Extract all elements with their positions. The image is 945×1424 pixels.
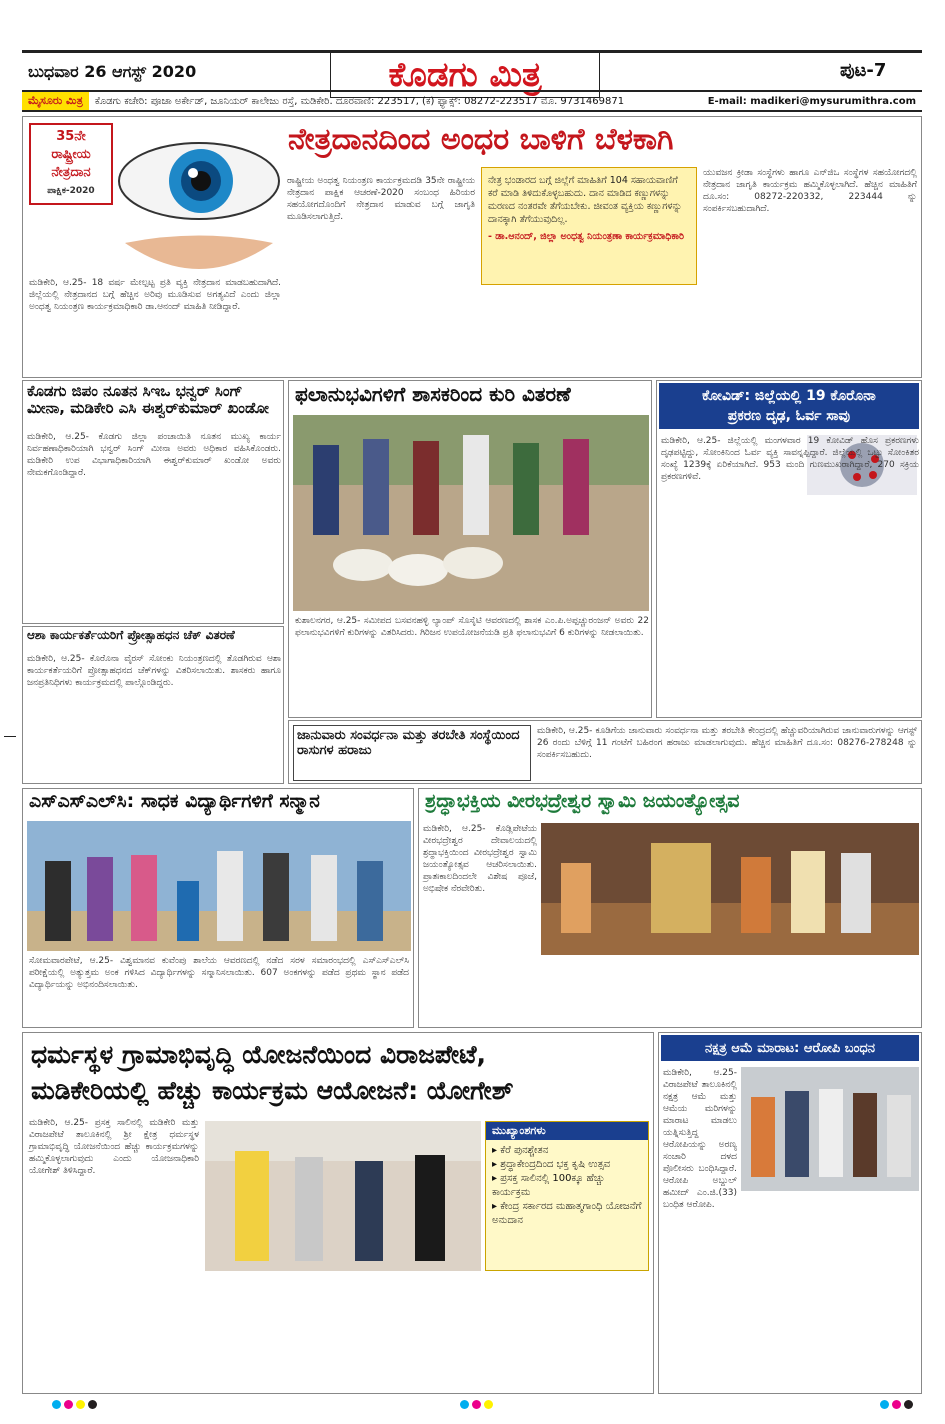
jayanti-story: [418, 788, 922, 1028]
jayanti-body: ಮಡಿಕೇರಿ, ಆ.25- ಕೊಡ್ಲಿಪೇಟೆಯ ವೀರಭದ್ರೇಶ್ವರ ದೇವಾಲಯದಲ್ಲಿ ಶ್ರದ್ಧಾಭಕ್ತಿಯಿಂದ ವೀರಭದ್ರೇಶ್ವರ ಸ್ವಾಮಿ ಜಯಂತ್ಯೋತ್ಸವ ಆಚರಿಸಲಾಯಿತು. ಪ್ರಾತಃಕಾಲದಿಂದಲೇ ವಿಶೇಷ ಪೂಜೆ, ಅಭಿಷೇಕ ನೆರವೇರಿತು.: [423, 824, 537, 894]
masthead: ಕೊಡಗು ಮಿತ್ರ: [330, 52, 600, 98]
highlights-box: [485, 1121, 649, 1271]
color-swatch-cyan: [460, 1400, 469, 1409]
color-swatch-cyan: [52, 1400, 61, 1409]
eye-headline: ನೇತ್ರದಾನದಿಂದ ಅಂಧರ ಬಾಳಿಗೆ ಬೆಳಕಾಗಿ: [288, 122, 674, 157]
asha-headline: ಆಶಾ ಕಾರ್ಯಕರ್ತೆಯರಿಗೆ ಪ್ರೋತ್ಸಾಹಧನ ಚೆಕ್ ವಿತರಣೆ: [27, 628, 235, 642]
office-address: ಕೊಡಗು ಕಚೇರಿ: ಪೂಜಾ ಅರ್ಕೇಡ್, ಜೂನಿಯರ್ ಕಾಲೇಜು ರಸ್ತೆ, ಮಡಿಕೇರಿ. ದೂರವಾಣಿ: 223517, (ಕ) ಫ್ಯಾಕ್ಸ್: 08272-223517 ಮೊ. 9731469871: [94, 95, 625, 107]
highlight-item: ▸ ಕೆರೆ ಪುನಶ್ಚೇತನ: [492, 1145, 549, 1156]
color-swatch-yellow: [76, 1400, 85, 1409]
sslc-story: [22, 788, 414, 1028]
livestock-auction-story: [288, 720, 922, 784]
jayanti-headline: ಶ್ರದ್ಧಾಭಕ್ತಿಯ ವೀರಭದ್ರೇಶ್ವರ ಸ್ವಾಮಿ ಜಯಂತ್ಯೋತ್ಸವ: [425, 790, 740, 812]
eye-illustration: [115, 123, 283, 273]
covid-body: ಮಡಿಕೇರಿ, ಆ.25- ಜಿಲ್ಲೆಯಲ್ಲಿ ಮಂಗಳವಾರ 19 ಕೋವಿಡ್ ಹೊಸ ಪ್ರಕರಣಗಳು ದೃಢಪಟ್ಟಿದ್ದು, ಸೋಂಕಿನಿಂದ ಓರ್ವ ವ್ಯಕ್ತಿ ಸಾವನ್ನಪ್ಪಿದ್ದಾರೆ. ಜಿಲ್ಲೆಯಲ್ಲಿ ಒಟ್ಟು ಸೋಂಕಿತರ ಸಂಖ್ಯೆ 1239ಕ್ಕೆ ಏರಿಕೆಯಾಗಿದೆ. 953 ಮಂದಿ ಗುಣಮುಖರಾಗಿದ್ದಾರೆ, 270 ಸಕ್ರಿಯ ಪ್ರಕರಣಗಳಿವೆ.: [661, 436, 919, 482]
tortoise-photo: [741, 1067, 919, 1191]
office-info-bar: [22, 90, 922, 112]
badge-line-2: ರಾಷ್ಟ್ರೀಯ: [51, 147, 91, 162]
badge-line-1: 35ನೇ: [56, 129, 86, 144]
sslc-headline: ಎಸ್‌ಎಸ್‌ಎಲ್‌ಸಿ: ಸಾಧಕ ವಿದ್ಯಾರ್ಥಿಗಳಿಗೆ ಸನ್ಮಾನ: [29, 790, 320, 812]
covid-headline-line-2: ಪ್ರಕರಣ ದೃಢ, ಓರ್ವ ಸಾವು: [727, 408, 851, 424]
sheep-body: ಕುಶಾಲನಗರ, ಆ.25- ಸಮೀಪದ ಬಸವನಹಳ್ಳಿ ಲ್ಯಾಂಪ್ ಸೊಸೈಟಿ ಆವರಣದಲ್ಲಿ ಶಾಸಕ ಎಂ.ಪಿ.ಅಪ್ಪಚ್ಚುರಂಜನ್ ಅವರು 22 ಫಲಾನುಭವಿಗಳಿಗೆ ಕುರಿಗಳನ್ನು ವಿತರಿಸಿದರು. ಗಿರಿಜನ ಉಪಯೋಜನೆಯಡಿ ಪ್ರತಿ ಫಲಾನುಭವಿಗೆ 6 ಕುರಿಗಳನ್ನು ನೀಡಲಾಯಿತು.: [295, 616, 649, 638]
highlight-item: ▸ ಕೇಂದ್ರ ಸರ್ಕಾರದ ಮಹಾತ್ಮಗಾಂಧಿ ಯೋಜನೆಗೆ ಅನುದಾನ: [492, 1201, 642, 1226]
issue-date: ಬುಧವಾರ 26 ಆಗಸ್ಟ್ 2020: [28, 62, 197, 81]
color-swatch-black: [904, 1400, 913, 1409]
dharmasthala-headline-line-1: ಧರ್ಮಸ್ಥಳ ಗ್ರಾಮಾಭಿವೃದ್ಧಿ ಯೋಜನೆಯಿಂದ ವಿರಾಜಪೇಟೆ,: [31, 1040, 487, 1069]
covid-headline: [659, 383, 919, 429]
sslc-photo: [27, 821, 411, 951]
eye-body-mid: ರಾಷ್ಟ್ರೀಯ ಅಂಧತ್ವ ನಿಯಂತ್ರಣ ಕಾರ್ಯಕ್ರಮದಡಿ 35ನೇ ರಾಷ್ಟ್ರೀಯ ನೇತ್ರದಾನ ಪಾಕ್ಷಿಕ ಆಚರಣೆ-2020 ಸಂಬಂಧ ಹಿರಿಯರ ಸಹಯೋಗದೊಂದಿಗೆ ನೇತ್ರದಾನ ಮಾಡುವ ಬಗ್ಗೆ ಜಾಗೃತಿ ಮೂಡಿಸಲಾಗುತ್ತಿದೆ.: [287, 176, 475, 222]
asha-story: [22, 626, 284, 784]
color-swatch-yellow: [484, 1400, 493, 1409]
covid-story: [656, 380, 922, 718]
eye-badge: [29, 123, 113, 205]
ceo-body: ಮಡಿಕೇರಿ, ಆ.25- ಕೊಡಗು ಜಿಲ್ಲಾ ಪಂಚಾಯಿತಿ ನೂತನ ಮುಖ್ಯ ಕಾರ್ಯ ನಿರ್ವಹಣಾಧಿಕಾರಿಯಾಗಿ ಭನ್ವರ್ ಸಿಂಗ್ ಮೀನಾ ಅವರು ಅಧಿಕಾರ ವಹಿಸಿಕೊಂಡರು. ಮಡಿಕೇರಿ ಉಪ ವಿಭಾಗಾಧಿಕಾರಿಯಾಗಿ ಈಶ್ವರ್‌ಕುಮಾರ್ ಖಂಡೋ ಅವರು ನೇಮಕಗೊಂಡಿದ್ದಾರೆ.: [27, 432, 281, 478]
color-swatch-cyan: [880, 1400, 889, 1409]
dharmasthala-photo: [205, 1121, 481, 1271]
tortoise-headline: ನಕ್ಷತ್ರ ಆಮೆ ಮಾರಾಟ: ಆರೋಪಿ ಬಂಧನ: [661, 1035, 919, 1061]
sheep-photo: [293, 415, 649, 611]
sheep-headline: ಫಲಾನುಭವಿಗಳಿಗೆ ಶಾಸಕರಿಂದ ಕುರಿ ವಿತರಣೆ: [295, 382, 571, 406]
sheep-story: [288, 380, 652, 718]
brand-label: ಮೈಸೂರು ಮಿತ್ರ: [22, 92, 89, 110]
dharmasthala-headline: [31, 1037, 649, 1113]
color-swatch-magenta: [892, 1400, 901, 1409]
color-swatch-magenta: [64, 1400, 73, 1409]
livestock-body: ಮಡಿಕೇರಿ, ಆ.25- ಕೂಡಿಗೆಯ ಜಾನುವಾರು ಸಂವರ್ಧನಾ ಮತ್ತು ತರಬೇತಿ ಕೇಂದ್ರದಲ್ಲಿ ಹೆಚ್ಚುವರಿಯಾಗಿರುವ ಜಾನುವಾರುಗಳನ್ನು ಆಗಸ್ಟ್ 26 ರಂದು ಬೆಳಿಗ್ಗೆ 11 ಗಂಟೆಗೆ ಬಹಿರಂಗ ಹರಾಜು ಮಾಡಲಾಗುವುದು. ಹೆಚ್ಚಿನ ಮಾಹಿತಿಗೆ ದೂ.ಸಂ: 08276-278248 ನ್ನು ಸಂಪರ್ಕಿಸಬಹುದು.: [537, 726, 917, 760]
highlights-title: ಮುಖ್ಯಾಂಶಗಳು: [486, 1122, 648, 1140]
highlight-item: ▸ ಶ್ರದ್ಧಾಕೇಂದ್ರದಿಂದ ಭಕ್ತ ಕೃಷಿ ಉತ್ಸವ: [492, 1159, 611, 1170]
badge-line-4: ಪಾಕ್ಷಿಕ-2020: [47, 186, 95, 196]
ceo-headline: ಕೊಡಗು ಜಿಪಂ ನೂತನ ಸಿಇಒ ಭನ್ವರ್ ಸಿಂಗ್ ಮೀನಾ, ಮಡಿಕೇರಿ ಎಸಿ ಈಶ್ವರ್‌ಕುಮಾರ್ ಖಂಡೋ: [27, 382, 269, 418]
tortoise-story: [658, 1032, 922, 1394]
color-swatch-black: [88, 1400, 97, 1409]
eye-quote-author: - ಡಾ.ಆನಂದ್, ಜಿಲ್ಲಾ ಅಂಧತ್ವ ನಿಯಂತ್ರಣಾ ಕಾರ್ಯಕ್ರಮಾಧಿಕಾರಿ: [488, 231, 685, 242]
crop-mark: [4, 736, 16, 737]
dharmasthala-story: [22, 1032, 654, 1394]
livestock-headline: ಜಾನುವಾರು ಸಂವರ್ಧನಾ ಮತ್ತು ತರಬೇತಿ ಸಂಸ್ಥೆಯಿಂದ ರಾಸುಗಳ ಹರಾಜು: [293, 725, 531, 781]
eye-body-right: ಯುವಜನ ಕ್ರೀಡಾ ಸಂಸ್ಥೆಗಳು ಹಾಗೂ ಎನ್‌ಜಿಒ ಸಂಸ್ಥೆಗಳ ಸಹಯೋಗದಲ್ಲಿ ನೇತ್ರದಾನ ಜಾಗೃತಿ ಕಾರ್ಯಕ್ರಮ ಹಮ್ಮಿಕೊಳ್ಳಲಾಗಿದೆ. ಹೆಚ್ಚಿನ ಮಾಹಿತಿಗೆ ದೂ.ಸಂ: 08272-220332, 223444 ನ್ನು ಸಂಪರ್ಕಿಸಬಹುದಾಗಿದೆ.: [703, 168, 917, 214]
sslc-body: ಸೋಮವಾರಪೇಟೆ, ಆ.25- ವಿಶ್ವಮಾನವ ಕುವೆಂಪು ಶಾಲೆಯ ಆವರಣದಲ್ಲಿ ನಡೆದ ಸರಳ ಸಮಾರಂಭದಲ್ಲಿ ಎಸ್‌ಎಸ್‌ಎಲ್‌ಸಿ ಪರೀಕ್ಷೆಯಲ್ಲಿ ಅತ್ಯುತ್ತಮ ಅಂಕ ಗಳಿಸಿದ ವಿದ್ಯಾರ್ಥಿಗಳನ್ನು ಸನ್ಮಾನಿಸಲಾಯಿತು. 607 ಅಂಕಗಳನ್ನು ಪಡೆದ ಪ್ರಥಮ ಸ್ಥಾನ ಪಡೆದ ವಿದ್ಯಾರ್ಥಿಯನ್ನು ಅಭಿನಂದಿಸಲಾಯಿತು.: [29, 956, 409, 990]
badge-line-3: ನೇತ್ರದಾನ: [51, 165, 91, 180]
jayanti-photo: [541, 823, 919, 955]
tortoise-body: ಮಡಿಕೇರಿ, ಆ.25- ವಿರಾಜಪೇಟೆ ತಾಲೂಕಿನಲ್ಲಿ ನಕ್ಷತ್ರ ಆಮೆ ಮತ್ತು ಆಮೆಯ ಮರಿಗಳನ್ನು ಮಾರಾಟ ಮಾಡಲು ಯತ್ನಿಸುತ್ತಿದ್ದ ಆರೋಪಿಯನ್ನು ಅರಣ್ಯ ಸಂಚಾರಿ ದಳದ ಪೊಲೀಸರು ಬಂಧಿಸಿದ್ದಾರೆ. ಆರೋಪಿ ಅಬ್ದುಲ್ ಹಮೀದ್ ಎಂ.ಜಿ.(33) ಬಂಧಿತ ಆರೋಪಿ.: [663, 1068, 737, 1210]
eye-quote-box: [481, 167, 697, 285]
ceo-story: [22, 380, 284, 624]
dharmasthala-headline-line-2: ಮಡಿಕೇರಿಯಲ್ಲಿ ಹೆಚ್ಚು ಕಾರ್ಯಕ್ರಮ ಆಯೋಜನೆ: ಯೋಗೇಶ್: [31, 1076, 514, 1105]
covid-headline-line-1: ಕೋವಿಡ್: ಜಿಲ್ಲೆಯಲ್ಲಿ 19 ಕೊರೊನಾ: [702, 388, 876, 404]
office-email: E-mail: madikeri@mysurumithra.com: [707, 95, 916, 107]
page-number: ಪುಟ-7: [840, 60, 887, 81]
highlight-item: ▸ ಪ್ರಸಕ್ತ ಸಾಲಿನಲ್ಲಿ 100ಕ್ಕೂ ಹೆಚ್ಚು ಕಾರ್ಯಕ್ರಮ: [492, 1173, 605, 1198]
eye-quote-text: ನೇತ್ರ ಭಂಡಾರದ ಬಗ್ಗೆ ಜಿಲ್ಲೆಗೆ ಮಾಹಿತಿಗೆ 104 ಸಹಾಯವಾಣಿಗೆ ಕರೆ ಮಾಡಿ ತಿಳಿದುಕೊಳ್ಳಬಹುದು. ದಾನ ಮಾಡಿದ ಕಣ್ಣುಗಳನ್ನು ಮರಣದ ನಂತರವೇ ತೆಗೆಯಬೇಕು. ಜೀವಂತ ವ್ಯಕ್ತಿಯ ಕಣ್ಣುಗಳನ್ನು ದಾನಕ್ಕಾಗಿ ತೆಗೆಯುವುದಿಲ್ಲ.: [488, 175, 683, 225]
color-swatch-magenta: [472, 1400, 481, 1409]
dharmasthala-body: ಮಡಿಕೇರಿ, ಆ.25- ಪ್ರಸಕ್ತ ಸಾಲಿನಲ್ಲಿ ಮಡಿಕೇರಿ ಮತ್ತು ವಿರಾಜಪೇಟೆ ತಾಲೂಕಿನಲ್ಲಿ ಶ್ರೀ ಕ್ಷೇತ್ರ ಧರ್ಮಸ್ಥಳ ಗ್ರಾಮಾಭಿವೃದ್ಧಿ ಯೋಜನೆಯಿಂದ ಹೆಚ್ಚು ಕಾರ್ಯಕ್ರಮಗಳನ್ನು ಹಮ್ಮಿಕೊಳ್ಳಲಾಗುವುದು ಎಂದು ಯೋಜನಾಧಿಕಾರಿ ಯೋಗೇಶ್ ತಿಳಿಸಿದ್ದಾರೆ.: [29, 1118, 199, 1176]
eye-body-left: ಮಡಿಕೇರಿ, ಆ.25- 18 ವರ್ಷ ಮೇಲ್ಪಟ್ಟ ಪ್ರತಿ ವ್ಯಕ್ತಿ ನೇತ್ರದಾನ ಮಾಡಬಹುದಾಗಿದೆ. ಜಿಲ್ಲೆಯಲ್ಲಿ ನೇತ್ರದಾನದ ಬಗ್ಗೆ ಹೆಚ್ಚಿನ ಅರಿವು ಮೂಡಿಸುವ ಅಗತ್ಯವಿದೆ ಎಂದು ಜಿಲ್ಲಾ ಅಂಧತ್ವ ನಿಯಂತ್ರಣ ಕಾರ್ಯಕ್ರಮಾಧಿಕಾರಿ ಡಾ.ಆನಂದ್ ಮಾಹಿತಿ ನೀಡಿದ್ದಾರೆ.: [29, 278, 281, 312]
asha-body: ಮಡಿಕೇರಿ, ಆ.25- ಕೊರೊನಾ ವೈರಸ್ ಸೋಂಕು ನಿಯಂತ್ರಣದಲ್ಲಿ ತೊಡಗಿರುವ ಆಶಾ ಕಾರ್ಯಕರ್ತೆಯರಿಗೆ ಪ್ರೋತ್ಸಾಹಧನದ ಚೆಕ್‌ಗಳನ್ನು ವಿತರಿಸಲಾಯಿತು. ಶಾಸಕರು ಹಾಗೂ ಜನಪ್ರತಿನಿಧಿಗಳು ಕಾರ್ಯಕ್ರಮದಲ್ಲಿ ಪಾಲ್ಗೊಂಡಿದ್ದರು.: [27, 654, 281, 688]
eye-donation-story: [22, 116, 922, 378]
